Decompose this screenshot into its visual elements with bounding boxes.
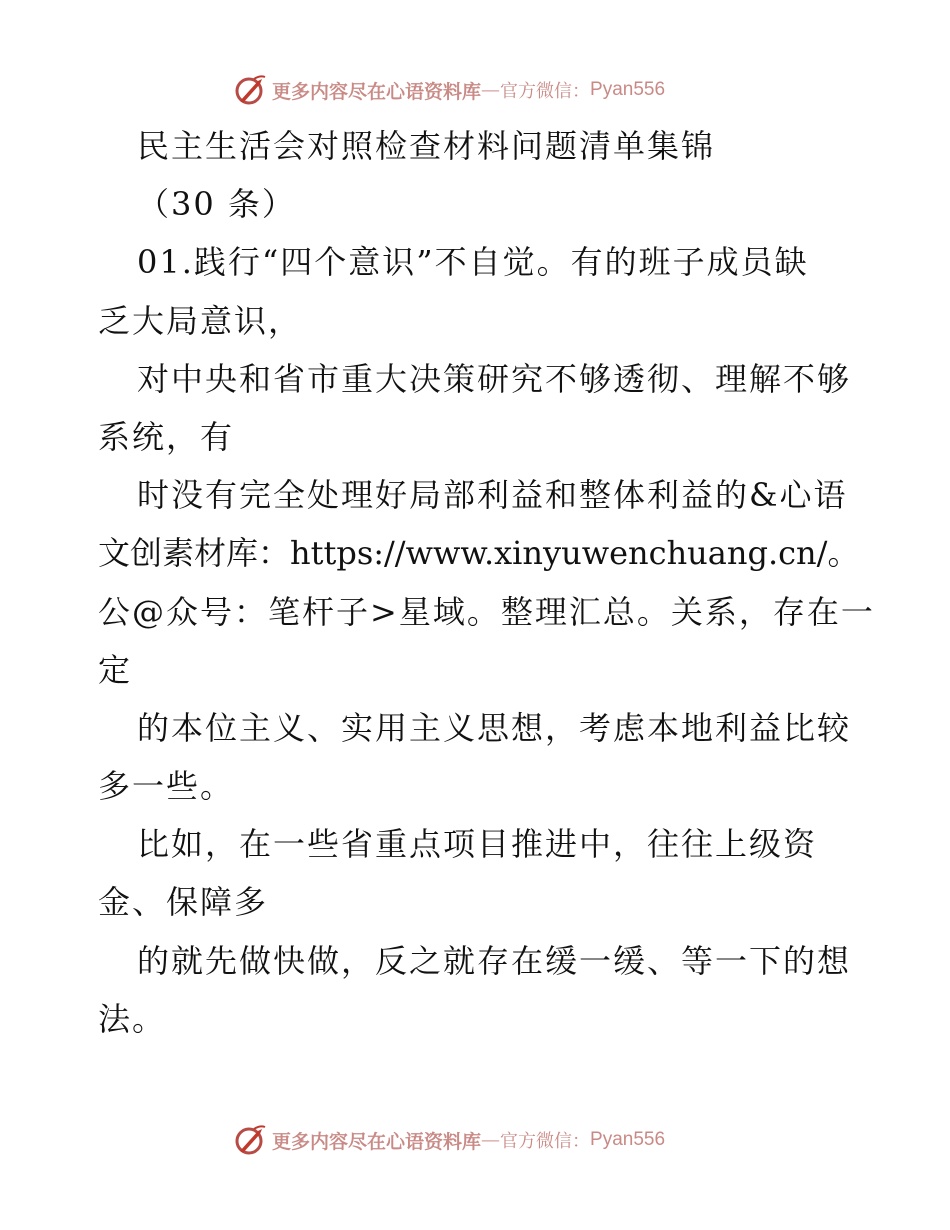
document-subtitle: （30 条） — [137, 185, 296, 224]
paragraph-line: 系统，有 — [98, 417, 235, 456]
banner-wechat-id: Pyan556 — [590, 79, 666, 100]
paragraph-line: 文创素材库：https://www.xinyuwenchuang.cn/。 — [98, 534, 860, 573]
paragraph-line: 01.践行“四个意识”不自觉。有的班子成员缺 — [137, 243, 809, 282]
pen-logo-icon — [234, 1123, 268, 1157]
paragraph-line: 时没有完全处理好局部利益和整体利益的&心语 — [137, 476, 848, 515]
pen-logo-icon — [234, 73, 268, 107]
banner-wechat-id: Pyan556 — [590, 1129, 666, 1150]
paragraph-line: 定 — [98, 650, 133, 689]
banner-separator: — — [481, 1129, 501, 1151]
banner-title: 更多内容尽在心语资料库 — [272, 1130, 482, 1153]
paragraph-line: 金、保障多 — [98, 883, 269, 922]
paragraph-line: 法。 — [98, 999, 167, 1038]
document-title: 民主生活会对照检查材料问题清单集锦 — [137, 127, 716, 165]
document-body — [98, 124, 875, 1055]
paragraph-line: 对中央和省市重大决策研究不够透彻、理解不够 — [137, 359, 852, 398]
paragraph-line: 比如，在一些省重点项目推进中，往往上级资 — [137, 825, 818, 864]
paragraph-line: 多一些。 — [98, 767, 235, 806]
paragraph-line: 乏大局意识， — [98, 301, 303, 340]
footer-banner — [234, 1122, 714, 1158]
paragraph-line: 的本位主义、实用主义思想，考虑本地利益比较 — [137, 708, 852, 747]
header-banner — [234, 72, 714, 108]
banner-wechat-label: 官方微信： — [500, 81, 591, 102]
banner-wechat-label: 官方微信： — [500, 1131, 591, 1152]
banner-title: 更多内容尽在心语资料库 — [272, 80, 482, 103]
paragraph-line: 的就先做快做，反之就存在缓一缓、等一下的想 — [137, 941, 852, 980]
paragraph-line: 公@众号：笔杆子>星域。整理汇总。关系，存在一 — [98, 592, 875, 631]
banner-separator: — — [481, 79, 501, 101]
